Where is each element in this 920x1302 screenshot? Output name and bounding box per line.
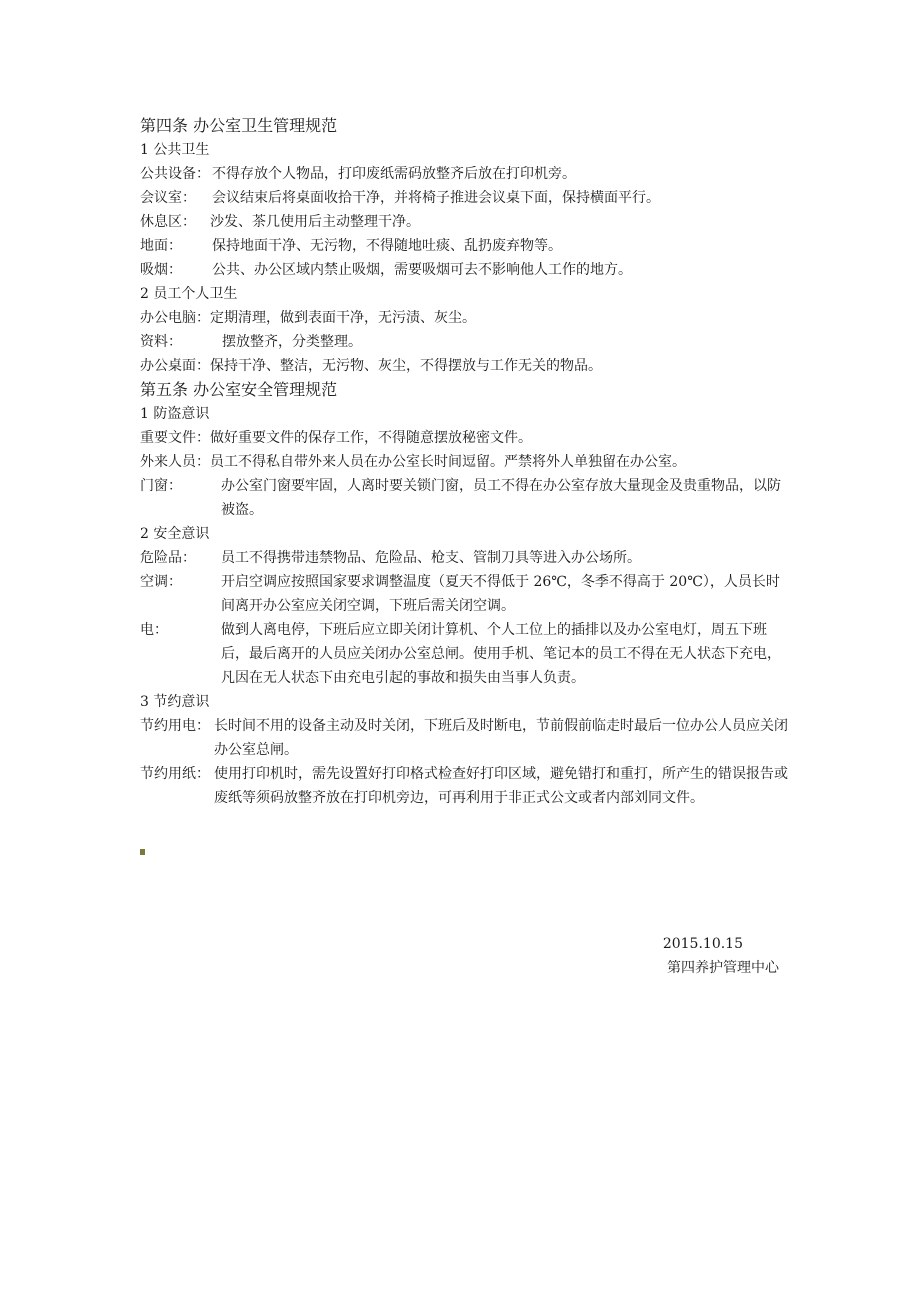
signature-org: 第四养护管理中心 — [667, 960, 779, 976]
item-meeting-room — [140, 186, 790, 210]
item-text: 沙发、茶几使用后主动整理干净。 — [210, 214, 420, 230]
embedded-object-marker — [140, 849, 145, 855]
item-text: 使用打印机时，需先设置好打印格式检查好打印区域，避免错打和重打，所产生的错误报告或废纸等须码放整齐放在打印机旁边，可再利用于非正式公文或者内部刘同文件。 — [214, 766, 788, 806]
item-text: 公共、办公区域内禁止吸烟，需要吸烟可去不影响他人工作的地方。 — [212, 262, 632, 278]
item-doors-windows — [140, 474, 790, 522]
item-text: 摆放整齐，分类整理。 — [222, 334, 362, 350]
item-text: 员工不得携带违禁物品、危险品、枪支、管制刀具等进入办公场所。 — [221, 550, 641, 566]
item-label: 重要文件： — [140, 430, 210, 446]
item-label: 空调： — [140, 574, 182, 590]
document-body — [140, 114, 790, 810]
item-label: 公共设备： — [140, 166, 210, 182]
item-text: 长时间不用的设备主动及时关闭，下班后及时断电，节前假前临走时最后一位办公人员应关闭办公室总闸。 — [214, 718, 788, 758]
item-label: 办公桌面： — [140, 358, 210, 374]
item-label: 节约用电： — [140, 718, 210, 734]
article-5-title: 第五条 办公室安全管理规范 — [140, 380, 338, 399]
section-theft-prevention-title: 1 防盗意识 — [140, 406, 210, 422]
article-4-title: 第四条 办公室卫生管理规范 — [140, 116, 338, 135]
item-label: 资料： — [140, 334, 182, 350]
item-label: 外来人员： — [140, 454, 210, 470]
item-text: 开启空调应按照国家要求调整温度（夏天不得低于 26℃，冬季不得高于 20℃），人员长时间离开办公室应关闭空调，下班后需关闭空调。 — [221, 574, 780, 614]
item-hazardous-goods — [140, 546, 790, 570]
item-electricity — [140, 618, 790, 690]
section-saving-title: 3 节约意识 — [140, 694, 210, 710]
item-smoking — [140, 258, 790, 282]
item-save-electricity — [140, 714, 790, 762]
item-label: 地面： — [140, 238, 182, 254]
item-visitors — [140, 450, 790, 474]
item-public-equipment — [140, 162, 790, 186]
item-floor — [140, 234, 790, 258]
item-text: 定期清理，做到表面干净，无污渍、灰尘。 — [210, 310, 476, 326]
item-label: 节约用纸： — [140, 766, 210, 782]
item-text: 做到人离电停，下班后应立即关闭计算机、个人工位上的插排以及办公室电灯，周五下班后，最后离开的人员应关闭办公室总闸。使用手机、笔记本的员工不得在无人状态下充电，凡因在无人状态下由充电引起的事故和损失由当事人负责。 — [221, 622, 781, 686]
item-label: 办公电脑： — [140, 310, 210, 326]
section-personal-hygiene-title: 2 员工个人卫生 — [140, 286, 238, 302]
item-text: 做好重要文件的保存工作，不得随意摆放秘密文件。 — [210, 430, 532, 446]
item-office-desk — [140, 354, 790, 378]
signature-block — [663, 932, 779, 980]
item-important-files — [140, 426, 790, 450]
item-text: 会议结束后将桌面收拾干净，并将椅子推进会议桌下面，保持横面平行。 — [212, 190, 660, 206]
item-air-conditioning — [140, 570, 790, 618]
item-documents — [140, 330, 790, 354]
item-label: 门窗： — [140, 478, 182, 494]
section-safety-title: 2 安全意识 — [140, 526, 210, 542]
signature-date: 2015.10.15 — [662, 936, 743, 952]
item-rest-area — [140, 210, 790, 234]
item-label: 休息区： — [140, 214, 196, 230]
item-label: 吸烟： — [140, 262, 182, 278]
item-label: 会议室： — [140, 190, 196, 206]
item-office-computer — [140, 306, 790, 330]
item-save-paper — [140, 762, 790, 810]
item-text: 办公室门窗要牢固，人离时要关锁门窗，员工不得在办公室存放大量现金及贵重物品，以防被盗。 — [221, 478, 781, 518]
item-label: 危险品： — [140, 550, 196, 566]
item-label: 电： — [140, 622, 168, 638]
item-text: 保持干净、整洁，无污物、灰尘，不得摆放与工作无关的物品。 — [210, 358, 602, 374]
item-text: 员工不得私自带外来人员在办公室长时间逗留。严禁将外人单独留在办公室。 — [210, 454, 686, 470]
item-text: 保持地面干净、无污物，不得随地吐痰、乱扔废弃物等。 — [212, 238, 562, 254]
section-public-hygiene-title: 1 公共卫生 — [140, 142, 210, 158]
item-text: 不得存放个人物品，打印废纸需码放整齐后放在打印机旁。 — [212, 166, 576, 182]
